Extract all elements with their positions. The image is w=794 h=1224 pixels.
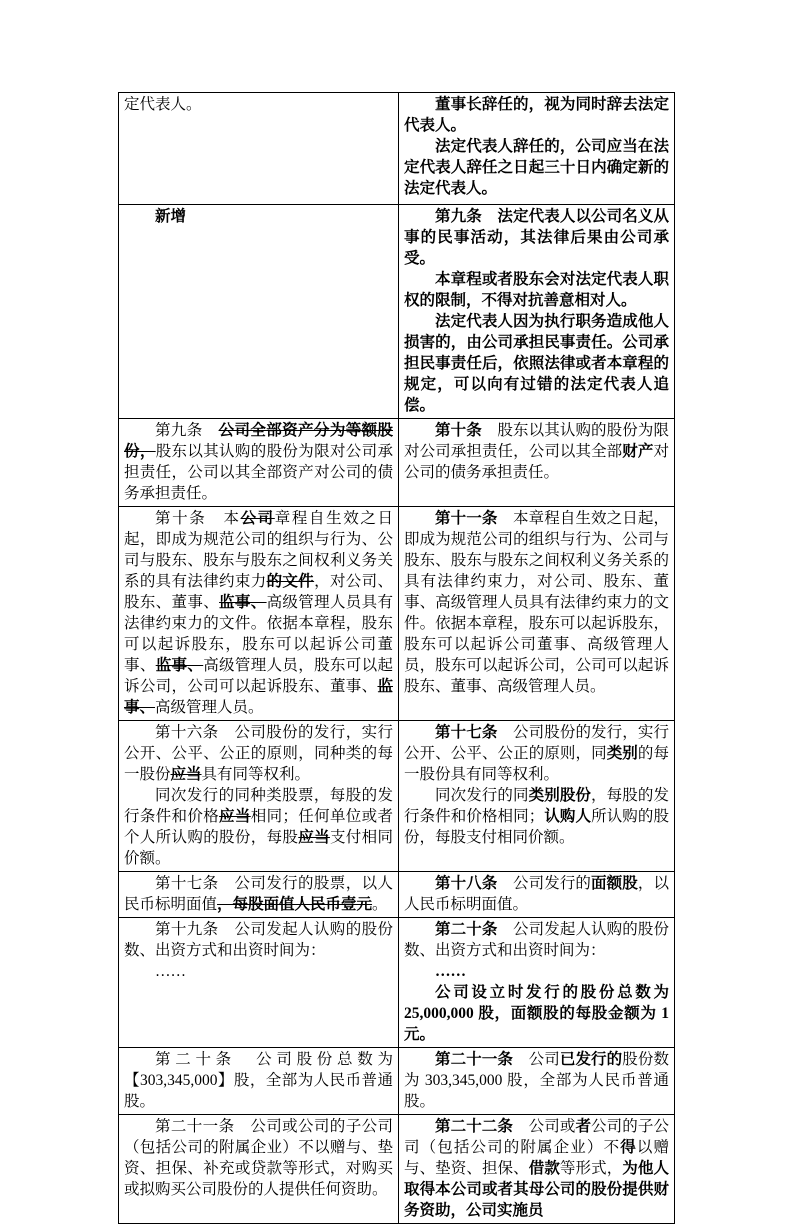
paragraph bbox=[124, 206, 393, 227]
text-run: 第十六条 公司股份的发行，实行公开、公平、公正的原则，同种类的每一股份 bbox=[124, 724, 393, 783]
table-row bbox=[119, 721, 675, 872]
text-run: 支付相同价额。 bbox=[124, 829, 393, 867]
revised-text-run: 董事长辞任的，视为同时辞去法定代表人。 bbox=[404, 96, 669, 134]
revised-text-run: …… bbox=[435, 963, 466, 980]
revised-text-run: 新增 bbox=[155, 208, 187, 225]
paragraph bbox=[404, 1049, 669, 1112]
revised-text-run: 面额股 bbox=[591, 875, 638, 892]
text-run: 第二十一条 公司或公司的子公司（包括公司的附属企业）不以赠与、垫资、担保、补充或贷款等形式，对购买或拟购买公司股份的人提供任何资助。 bbox=[124, 1118, 393, 1198]
text-run: 章程自生效之日起，即成为规范公司的组织与行为、公司与股东、股东与股东之间权利义务关系的具有法律约束力 bbox=[124, 510, 393, 590]
paragraph bbox=[124, 420, 393, 504]
revised-text-run: 法定代表人因为执行职务造成他人损害的，由公司承担民事责任。公司承担民事责任后，依照法律或者本章程的规定，可以向有过错的法定代表人追偿。 bbox=[404, 313, 669, 414]
table-row bbox=[119, 507, 675, 721]
paragraph bbox=[124, 722, 393, 785]
revised-text-run: 财产 bbox=[622, 443, 654, 460]
text-run: 。 bbox=[372, 896, 388, 913]
revised-text-run: 第二十条 bbox=[435, 921, 514, 938]
paragraph bbox=[124, 1116, 393, 1200]
cell-original-clause bbox=[119, 1115, 399, 1224]
text-run: 以赠与、垫资、担保、 bbox=[404, 1139, 669, 1177]
cell-revised-clause bbox=[399, 205, 675, 419]
table-row bbox=[119, 918, 675, 1048]
text-run: …… bbox=[155, 963, 186, 980]
text-run: 所认购的股份，每股支付相同价额。 bbox=[404, 808, 669, 846]
paragraph bbox=[404, 508, 669, 697]
cell-revised-clause bbox=[399, 507, 675, 721]
text-run: 股东以其认购的股份为限对公司承担责任，公司以其全部资产对公司的债务承担责任。 bbox=[124, 443, 393, 502]
revised-text-run: 法定代表人辞任的，公司应当在法定代表人辞任之日起三十日内确定新的法定代表人。 bbox=[404, 138, 669, 197]
paragraph bbox=[404, 722, 669, 785]
deleted-text-run: 公司 bbox=[240, 510, 275, 527]
text-run: 同次发行的同 bbox=[435, 787, 529, 804]
deleted-text-run: 公司全部资产分为等额股份， bbox=[124, 422, 393, 460]
deleted-text-run: 监事、 bbox=[124, 678, 393, 716]
paragraph bbox=[404, 136, 669, 199]
paragraph bbox=[404, 961, 669, 982]
text-run: 公司或 bbox=[528, 1118, 576, 1135]
cell-original-clause bbox=[119, 1048, 399, 1115]
paragraph bbox=[124, 961, 393, 982]
cell-original-clause bbox=[119, 205, 399, 419]
cell-original-clause bbox=[119, 872, 399, 918]
paragraph bbox=[404, 311, 669, 416]
text-run: 第九条 bbox=[155, 422, 219, 439]
revised-text-run: 第十条 bbox=[435, 422, 498, 439]
paragraph bbox=[124, 94, 393, 115]
cell-original-clause bbox=[119, 93, 399, 205]
text-run: 的每一股份具有同等权利。 bbox=[404, 745, 669, 783]
table-row bbox=[119, 205, 675, 419]
comparison-table-body bbox=[119, 93, 675, 1224]
deleted-text-run: 应当 bbox=[170, 766, 202, 783]
text-run: 公司股份的发行，实行公开、公平、公正的原则，同 bbox=[404, 724, 669, 762]
cell-revised-clause bbox=[399, 1115, 675, 1224]
deleted-text-run: 应当 bbox=[298, 829, 330, 846]
cell-revised-clause bbox=[399, 872, 675, 918]
deleted-text-run: 监事、 bbox=[219, 594, 267, 611]
revised-text-run: 第十一条 bbox=[435, 510, 514, 527]
revised-text-run: 第十八条 bbox=[435, 875, 514, 892]
text-run: 具有同等权利。 bbox=[201, 766, 311, 783]
cell-revised-clause bbox=[399, 918, 675, 1048]
text-run: 相同；任何单位或者个人所认购的股份，每股 bbox=[124, 808, 393, 846]
table-row bbox=[119, 93, 675, 205]
text-run: 本章程自生效之日起，即成为规范公司的组织与行为、公司与股东、股东与股东之间权利义务关系的具有法律约束力，对公司、股东、董事、高级管理人员具有法律约束力的文件。依据本章程，股东可以起诉股东，股东可以起诉公司董事、高级管理人员，股东可以起诉公司，公司可以起诉股东、董事、高级管理人员。 bbox=[404, 510, 669, 695]
table-row bbox=[119, 1115, 675, 1224]
revised-text-run: 已发行的 bbox=[559, 1051, 623, 1068]
revised-text-run: 公司设立时发行的股份总数为 25,000,000 股，面额股的每股金额为 1 元。 bbox=[404, 984, 669, 1043]
text-run: 等形式， bbox=[559, 1160, 623, 1177]
deleted-text-run: 监事、 bbox=[155, 657, 204, 674]
revised-text-run: 借款 bbox=[528, 1160, 560, 1177]
text-run: 第二十条 公司股份总数为【303,345,000】股，全部为人民币普通股。 bbox=[124, 1051, 393, 1110]
cell-original-clause bbox=[119, 918, 399, 1048]
text-run: ，每股的发行条件和价格相同； bbox=[404, 787, 669, 825]
revised-text-run: 认购人 bbox=[544, 808, 592, 825]
table-row bbox=[119, 872, 675, 918]
paragraph bbox=[404, 269, 669, 311]
text-run: 第十七条 公司发行的股票，以人民币标明面值 bbox=[124, 875, 393, 913]
table-row bbox=[119, 419, 675, 507]
text-run: 定代表人。 bbox=[124, 96, 202, 113]
cell-revised-clause bbox=[399, 419, 675, 507]
paragraph bbox=[124, 873, 393, 915]
paragraph bbox=[404, 982, 669, 1045]
revised-text-run: 第九条 法定代表人以公司名义从事的民事活动，其法律后果由公司承受。 bbox=[404, 208, 669, 267]
deleted-text-run: 的文件 bbox=[266, 573, 315, 590]
paragraph bbox=[124, 919, 393, 961]
cell-original-clause bbox=[119, 507, 399, 721]
paragraph bbox=[404, 94, 669, 136]
paragraph bbox=[124, 508, 393, 718]
text-run: 公司发行的 bbox=[513, 875, 592, 892]
paragraph bbox=[404, 919, 669, 961]
text-run: 公司 bbox=[528, 1051, 560, 1068]
text-run: 同次发行的同种类股票，每股的发行条件和价格 bbox=[124, 787, 393, 825]
paragraph bbox=[124, 1049, 393, 1112]
deleted-text-run: 应当 bbox=[219, 808, 251, 825]
revised-text-run: 类别 bbox=[606, 745, 638, 762]
revised-text-run: 得 bbox=[620, 1139, 637, 1156]
revised-text-run: 者 bbox=[575, 1118, 592, 1135]
text-run: 股东以其认购的股份为限对公司承担责任，公司以其全部 bbox=[404, 422, 669, 460]
text-run: 公司发起人认购的股份数、出资方式和出资时间为： bbox=[404, 921, 669, 959]
paragraph bbox=[124, 785, 393, 869]
paragraph bbox=[404, 1116, 669, 1221]
revised-text-run: 类别股份 bbox=[528, 787, 592, 804]
text-run: 对公司的债务承担责任。 bbox=[404, 443, 669, 481]
revised-text-run: 为他人取得本公司或者其母公司的股份提供财务资助，公司实施员 bbox=[404, 1160, 669, 1219]
paragraph bbox=[404, 206, 669, 269]
comparison-table bbox=[118, 92, 675, 1224]
table-row bbox=[119, 1048, 675, 1115]
revised-text-run: 第二十二条 bbox=[435, 1118, 529, 1135]
text-run: 高级管理人员，股东可以起诉公司，公司可以起诉股东、董事、 bbox=[124, 657, 393, 695]
cell-revised-clause bbox=[399, 93, 675, 205]
revised-text-run: 第二十一条 bbox=[435, 1051, 529, 1068]
text-run: 股份数为 303,345,000 股，全部为人民币普通股。 bbox=[404, 1051, 669, 1110]
text-run: 公司的子公司（包括公司的附属企业）不 bbox=[404, 1118, 669, 1156]
revised-text-run: 本章程或者股东会对法定代表人职权的限制，不得对抗善意相对人。 bbox=[404, 271, 669, 309]
cell-revised-clause bbox=[399, 1048, 675, 1115]
text-run: ，对公司、股东、董事、 bbox=[124, 573, 393, 611]
paragraph bbox=[404, 873, 669, 915]
revised-text-run: 第十七条 bbox=[435, 724, 514, 741]
paragraph bbox=[404, 420, 669, 483]
text-run: 高级管理人员。 bbox=[155, 699, 264, 716]
text-run: 第十九条 公司发起人认购的股份数、出资方式和出资时间为： bbox=[124, 921, 393, 959]
cell-original-clause bbox=[119, 419, 399, 507]
text-run: ，以人民币标明面值。 bbox=[404, 875, 669, 913]
deleted-text-run: ，每股面值人民币壹元 bbox=[217, 896, 373, 913]
cell-revised-clause bbox=[399, 721, 675, 872]
text-run: 高级管理人员具有法律约束力的文件。依据本章程，股东可以起诉股东，股东可以起诉公司董事、 bbox=[124, 594, 393, 674]
cell-original-clause bbox=[119, 721, 399, 872]
paragraph bbox=[404, 785, 669, 848]
text-run: 第十条 本 bbox=[155, 510, 241, 527]
